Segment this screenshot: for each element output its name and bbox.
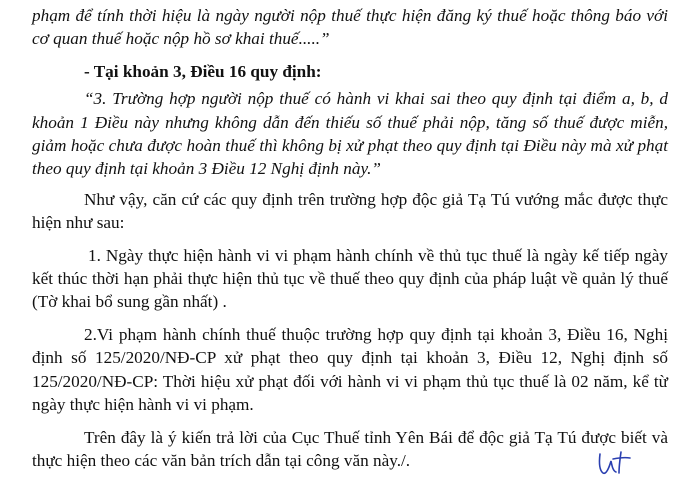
answer-point-1: 1. Ngày thực hiện hành vi vi phạm hành chính về thủ tục thuế là ngày kế tiếp ngày kết thúc thời hạn phải thực hiện thủ tục về thuế theo quy định của pháp luật về quản lý thuế (Tờ khai bổ sung gần nhất) .	[32, 245, 668, 312]
quote-continuation-paragraph: phạm để tính thời hiệu là ngày người nộp thuế thực hiện đăng ký thuế hoặc thông báo với cơ quan thuế hoặc nộp hồ sơ khai thuế.....”	[32, 6, 668, 49]
quoted-clause-paragraph: “3. Trường hợp người nộp thuế có hành vi khai sai theo quy định tại điểm a, b, d khoản 1 Điều này nhưng không dẫn đến thiếu số thuế phải nộp, tăng số thuế được miễn, giảm hoặc chưa được hoàn thuế thì không bị xử phạt theo quy định tại Điều này mà xử phạt theo quy định tại khoản 3 Điều 12 Nghị định này.”	[32, 89, 668, 179]
handwritten-signature-mark	[594, 446, 634, 478]
clause-heading: - Tại khoản 3, Điều 16 quy định:	[84, 61, 322, 81]
document-page	[32, 4, 668, 472]
conclusion-intro-paragraph: Như vậy, căn cứ các quy định trên trường hợp độc giả Tạ Tú vướng mắc được thực hiện như sau:	[32, 189, 668, 233]
answer-point-2: 2.Vi phạm hành chính thuế thuộc trường hợp quy định tại khoản 3, Điều 16, Nghị định số 125/2020/NĐ-CP xử phạt theo quy định tại khoản 3, Điều 12, Nghị định số 125/2020/NĐ-CP: Thời hiệu xử phạt đối với hành vi vi phạm thủ tục thuế là 02 năm, kể từ ngày thực hiện hành vi vi phạm.	[32, 324, 668, 415]
closing-paragraph: Trên đây là ý kiến trả lời của Cục Thuế tỉnh Yên Bái để độc giả Tạ Tú được biết và thực hiện theo các văn bản trích dẫn tại công văn này./.	[32, 427, 668, 470]
